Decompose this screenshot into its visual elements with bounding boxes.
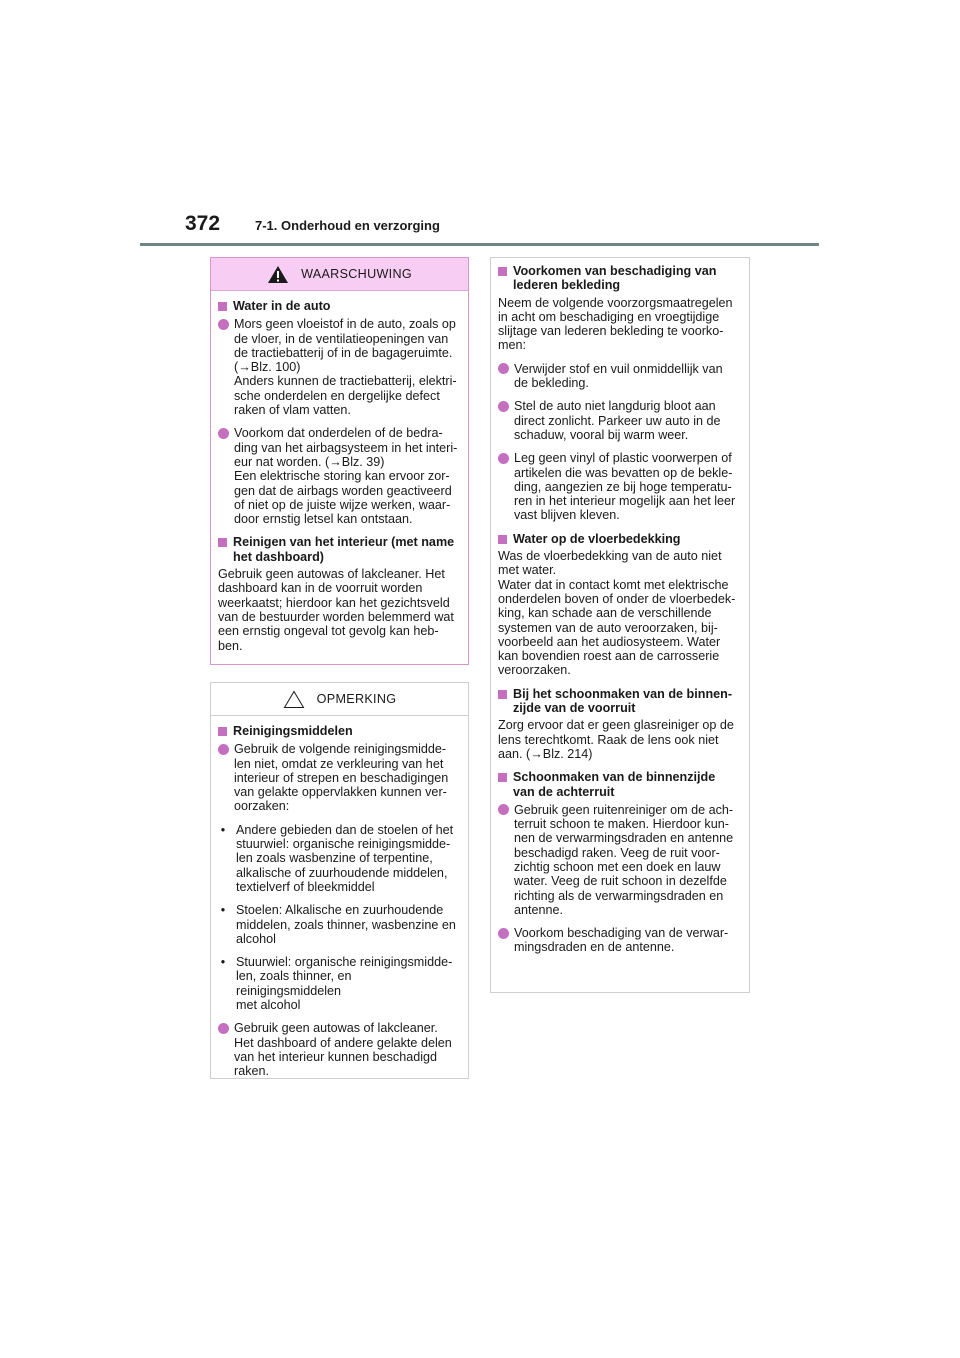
list-item: Gebruik geen ruitenreiniger om de ach- terruit schoon te maken. Hierdoor kun- nen de verwarmingsdraden en antenne beschadigd raken. Veeg de ruit voor- zichtig schoon met een doek en lauw water. Veeg de ruit schoon in dezelfde richting als de verwarmingsdraden en antenne. xyxy=(498,803,739,917)
circle-bullet-icon xyxy=(218,319,229,330)
square-bullet-icon xyxy=(218,302,227,311)
warning-box xyxy=(210,257,469,665)
section-text: Neem de volgende voorzorgsmaatregelen in acht om beschadiging en vroegtijdige slijtage van lederen bekleding te voorko- men: xyxy=(498,295,733,353)
square-bullet-icon xyxy=(498,535,507,544)
warning-header xyxy=(211,258,468,291)
square-bullet-icon xyxy=(498,690,507,699)
list-item: Voorkom dat onderdelen of de bedra- ding van het airbagsysteem in het interi- eur nat worden. (→Blz. 39) Een elektrische storing kan ervoor zor- gen dat de airbags worden geactiveerd of niet op de juiste wijze werken, waar- door ernstig letsel kan ontstaan. xyxy=(218,426,458,526)
list-item: Gebruik de volgende reinigingsmidde- len niet, omdat ze verkleuring van het interieur of strepen en beschadigingen van gelakte oppervlakken kunnen ver- oorzaken: xyxy=(218,742,458,813)
circle-bullet-icon xyxy=(498,401,509,412)
section-heading: Reinigen van het interieur (met name het dashboard) xyxy=(218,535,458,564)
note-header xyxy=(211,683,468,716)
warning-triangle-icon xyxy=(267,265,289,284)
circle-bullet-icon xyxy=(498,804,509,815)
section-heading: Bij het schoonmaken van de binnen- zijde van de voorruit xyxy=(498,687,739,716)
right-column-box xyxy=(490,257,750,993)
circle-bullet-icon xyxy=(498,363,509,374)
list-item: Leg geen vinyl of plastic voorwerpen of artikelen die was bevatten op de bekle- ding, aangezien ze bij hoge temperatu- ren in het interieur mogelijk aan het leer vast blijven kleven. xyxy=(498,451,739,522)
square-bullet-icon xyxy=(218,727,227,736)
list-item: Stel de auto niet langdurig bloot aan direct zonlicht. Parkeer uw auto in de schaduw, vooral bij warm weer. xyxy=(498,399,739,442)
sub-list-item: • Stuurwiel: organische reinigingsmidde- len, zoals thinner, en reinigingsmiddelen met alcohol xyxy=(220,955,453,1013)
sub-list-item: • Andere gebieden dan de stoelen of het stuurwiel: organische reinigingsmidde- len zoals wasbenzine of terpentine, alkalische of zuurhoudende middelen, textielverf of bleekmiddel xyxy=(220,822,454,894)
square-bullet-icon xyxy=(498,267,507,276)
section-heading: Schoonmaken van de binnenzijde van de achterruit xyxy=(498,770,739,799)
circle-bullet-icon xyxy=(218,428,229,439)
section-heading: Voorkomen van beschadiging van lederen bekleding xyxy=(498,264,739,293)
page-number: 372 xyxy=(185,212,221,235)
warning-title: WAARSCHUWING xyxy=(301,266,412,281)
caution-triangle-icon xyxy=(283,690,305,709)
section-heading: Water op de vloerbedekking xyxy=(498,532,739,546)
header-rule xyxy=(140,243,819,246)
section-heading: Water in de auto xyxy=(218,299,458,313)
section-heading: Reinigingsmiddelen xyxy=(218,724,458,738)
list-item: Mors geen vloeistof in de auto, zoals op de vloer, in de ventilatieopeningen van de tractiebatterij of in de bagageruimte. (→Blz. 100) Anders kunnen de tractiebatterij, elektri- sche onderdelen en dergelijke defect raken of vlam vatten. xyxy=(218,317,458,417)
sub-list-item: • Stoelen: Alkalische en zuurhoudende middelen, zoals thinner, wasbenzine en alcohol xyxy=(220,903,456,946)
list-item: Voorkom beschadiging van de verwar- mingsdraden en de antenne. xyxy=(498,926,739,955)
circle-bullet-icon xyxy=(218,744,229,755)
circle-bullet-icon xyxy=(498,453,509,464)
note-title: OPMERKING xyxy=(316,691,397,706)
list-item: Verwijder stof en vuil onmiddellijk van de bekleding. xyxy=(498,362,739,391)
circle-bullet-icon xyxy=(498,928,509,939)
list-item: Gebruik geen autowas of lakcleaner. Het dashboard of andere gelakte delen van het interieur kunnen beschadigd raken. xyxy=(218,1021,458,1078)
note-box xyxy=(210,682,469,1079)
square-bullet-icon xyxy=(218,538,227,547)
section-text: Gebruik geen autowas of lakcleaner. Het dashboard kan in de voorruit worden weerkaatst; hierdoor kan het gezichtsveld van de bestuurder worden belemmerd wat een ernstig ongeval tot gevolg kan heb- ben. xyxy=(218,567,454,653)
circle-bullet-icon xyxy=(218,1023,229,1034)
section-text: Was de vloerbedekking van de auto niet met water. Water dat in contact komt met elektrische onderdelen boven of onder de vloerbedek- king, kan schade aan de verschillende systemen van de auto veroorzaken, bij- voorbeeld aan het audiosysteem. Water kan bovendien roest aan de carrosserie veroorzaken. xyxy=(498,549,736,678)
chapter-title: 7-1. Onderhoud en verzorging xyxy=(255,218,440,233)
section-text: Zorg ervoor dat er geen glasreiniger op de lens terechtkomt. Raak de lens ook niet aan. (→Blz. 214) xyxy=(498,718,734,761)
square-bullet-icon xyxy=(498,773,507,782)
